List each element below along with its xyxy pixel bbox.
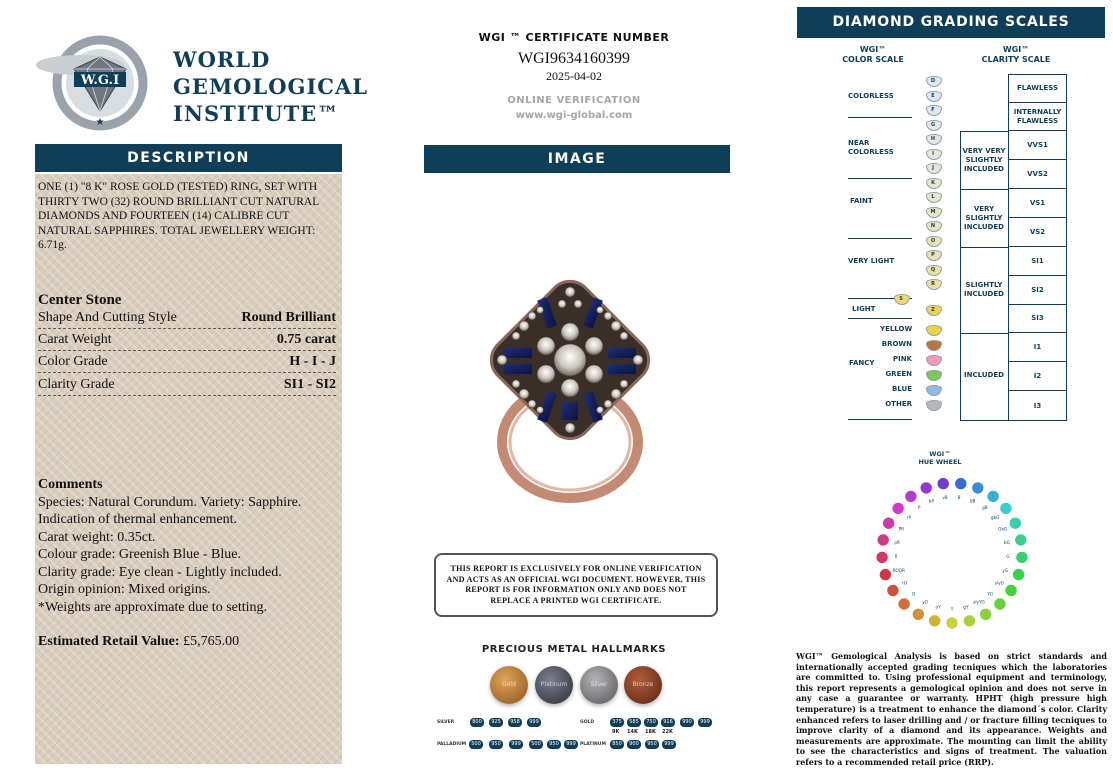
color-group-colorless: COLORLESS: [848, 92, 894, 100]
hue-swatch: [980, 608, 992, 620]
clarity-grade-cell: VVS2: [1008, 160, 1067, 189]
detail-row-clarity: [38, 375, 336, 396]
hallmark-badge: 999: [698, 718, 712, 727]
retail-value-line: [38, 633, 338, 651]
color-grade-letter: Q: [930, 266, 936, 273]
silver-medal-icon: Silver: [580, 666, 618, 704]
clarity-scale-title-line1: WGI™: [1002, 45, 1030, 54]
hue-code-label: oY: [935, 604, 941, 610]
gold-karat-label: 22K: [662, 729, 673, 735]
hue-swatch: [876, 551, 888, 563]
hallmarks-title: PRECIOUS METAL HALLMARKS: [481, 644, 667, 655]
hallmark-badge: 916: [661, 718, 675, 727]
fancy-color-label: YELLOW: [880, 325, 913, 333]
color-grade-gem-icon: [926, 163, 940, 172]
clarity-group-divider: [960, 189, 1008, 190]
fancy-color-gem-icon: [926, 340, 940, 349]
comment-line: Colour grade: Greenish Blue - Blue.: [38, 547, 241, 562]
clarity-grade-cell: SI1: [1008, 247, 1067, 276]
legal-disclaimer-text: WGI™ Gemological Analysis is based on strict standards and internationally accepted grading tecniques which the laboratories are committed to. Using professional equipment and terminology, this report represents a gemological opinion and does not serve in any case a guarantee or warranty. HPHT (high pressure high temperature) is a treatment to enhance the diamond´s color. Clarity enhanced refers to laser drilling and / or fracture filling tecniques to improve clarity of a diamond and its appearance. Weights and measurements are approximate. The mounting can limit the ability to see the characteristics and signs of treatment. The valuation refers to a recommended retail price (RRP).: [796, 651, 1107, 767]
hue-swatch: [879, 568, 891, 580]
hue-swatch: [972, 482, 984, 494]
logo-badge-text: W.G.I: [80, 73, 120, 88]
detail-value: Round Brilliant: [241, 310, 336, 325]
hallmark-badge: 999: [564, 740, 578, 749]
hallmark-badge: 950: [645, 740, 659, 749]
comment-line: Indication of thermal enhancement.: [38, 512, 238, 527]
color-grade-letter: E: [931, 92, 935, 99]
hue-code-label: yO: [922, 599, 928, 605]
hallmark-silver-label: SILVER: [437, 720, 455, 725]
certificate-number: WGI9634160399: [518, 50, 630, 67]
hue-swatch: [1000, 502, 1012, 514]
gold-karat-label: 18K: [645, 729, 656, 735]
hue-swatch: [955, 477, 967, 489]
hue-code-label: rP: [906, 514, 912, 520]
svg-text:★: ★: [95, 117, 105, 128]
color-grade-letter: N: [930, 223, 936, 229]
hue-wheel-title-line1: WGI™: [929, 450, 951, 458]
detail-value: H - I - J: [289, 354, 336, 369]
hue-code-label: slyG: [994, 580, 1004, 586]
hue-code-label: rO: [902, 580, 908, 586]
comments-block: [38, 476, 338, 651]
hallmark-badge: 500: [469, 740, 483, 749]
comment-line: Species: Natural Corundum. Variety: Sapphire.: [38, 494, 302, 510]
hue-swatch: [1009, 517, 1021, 529]
color-grade-letter: Z: [931, 307, 935, 313]
clarity-group-included: INCLUDED: [964, 371, 1004, 379]
color-grade-letter: D: [930, 78, 936, 84]
description-header: DESCRIPTION: [35, 144, 342, 172]
hue-swatch: [920, 482, 932, 494]
clarity-grade-cell: I2: [1008, 362, 1067, 391]
detail-row-color: [38, 352, 336, 373]
hue-swatch: [937, 477, 949, 489]
clarity-grade-cell: VS2: [1008, 218, 1067, 247]
color-grade-letter: O: [930, 237, 936, 244]
hallmark-badge: 990: [680, 718, 694, 727]
gem-shape: [926, 325, 942, 336]
wgi-globe-logo-icon: [30, 35, 170, 131]
hue-wheel: [862, 465, 1042, 635]
color-grade-letter: P: [931, 252, 935, 258]
color-group-divider: [848, 238, 912, 239]
hue-swatch: [912, 608, 924, 620]
color-group-near-colorless: NEAR COLORLESS: [848, 139, 894, 156]
color-grade-letter: J: [932, 165, 934, 171]
clarity-grade-cell: SI3: [1008, 305, 1067, 333]
gold-karat-label: 9K: [612, 729, 620, 735]
hue-swatch: [883, 517, 895, 529]
color-grade-gem-icon: [926, 236, 940, 245]
color-grade-gem-icon: [926, 279, 940, 288]
color-grade-gem-icon: [926, 192, 940, 201]
color-group-divider: [848, 419, 912, 420]
platinum-medal-icon: Platinum: [535, 666, 573, 704]
clarity-grade-cell: I3: [1033, 401, 1042, 410]
clarity-group-divider: [960, 247, 1008, 248]
hallmark-badge: 585: [627, 718, 641, 727]
color-grade-gem-icon: [926, 76, 940, 85]
clarity-group-vs: VERY SLIGHTLY INCLUDED: [964, 205, 1004, 231]
hue-code-label: YG: [987, 591, 994, 597]
hue-code-label: vB: [942, 494, 948, 500]
hue-code-label: bB: [969, 498, 976, 504]
clarity-grade-cell: VVS1: [1008, 131, 1067, 160]
comment-line: Clarity grade: Eye clean - Lightly included.: [38, 564, 282, 580]
color-grade-gem-icon: [926, 134, 940, 143]
comment-line: *Weights are approximate due to setting.: [38, 599, 268, 615]
hue-code-label: yG: [1002, 567, 1009, 573]
clarity-grade-cell: FLAWLESS: [1008, 74, 1067, 103]
color-grade-letter: F: [931, 107, 935, 113]
hue-code-label: bP: [928, 498, 934, 504]
detail-label: Carat Weight: [38, 332, 112, 347]
hue-code-label: Y: [950, 606, 954, 612]
fancy-color-label: BROWN: [881, 340, 912, 348]
color-group-very-light: VERY LIGHT: [848, 257, 895, 265]
color-group-divider: [848, 318, 912, 319]
logo-title-line2: GEMOLOGICAL: [173, 74, 369, 99]
hue-code-label: bG: [1004, 540, 1010, 545]
hue-swatch: [1016, 551, 1028, 563]
hue-swatch: [1012, 568, 1024, 580]
detail-value: 0.75 carat: [276, 332, 336, 347]
gem-shape: [926, 385, 942, 396]
hue-code-label: B: [957, 494, 961, 500]
certificate-number-label: WGI ™ CERTIFICATE NUMBER: [478, 31, 670, 44]
logo-title-line3: INSTITUTE™: [173, 101, 340, 126]
hue-code-label: pR: [894, 540, 900, 545]
diamond-grading-scales-header: DIAMOND GRADING SCALES: [797, 7, 1105, 38]
comments-title: Comments: [38, 477, 103, 492]
color-grade-gem-icon: [926, 305, 940, 314]
retail-value: £5,765.00: [183, 634, 240, 649]
color-grade-gem-icon: [926, 149, 940, 158]
fancy-color-gem-icon: [926, 355, 940, 364]
description-text: ONE (1) "8 K" ROSE GOLD (TESTED) RING, SET WITH THIRTY TWO (32) ROUND BRILLIANT CUT NATURAL DIAMONDS AND FOURTEEN (14) CALIBRE CUT NATURAL SAPPHIRES. TOTAL JEWELLERY WEIGHT: 6.71g.: [38, 181, 319, 251]
color-group-light: LIGHT: [852, 305, 876, 313]
hue-code-label: G: [1006, 554, 1010, 559]
hallmark-palladium-label: PALLADIUM: [437, 742, 467, 747]
color-grade-letter: K: [931, 179, 935, 186]
hallmark-badge: 925: [489, 718, 503, 727]
hallmark-platinum-label: PLATINUM: [580, 742, 606, 747]
color-scale-title: [838, 45, 908, 65]
hue-code-label: gbG: [990, 514, 1000, 520]
online-verification-label: ONLINE VERIFICATION: [507, 95, 641, 106]
hue-swatch: [905, 490, 917, 502]
color-grade-gem-icon: [926, 207, 940, 216]
hue-swatch: [928, 615, 940, 627]
clarity-grade-cell: SI2: [1008, 276, 1067, 305]
gem-shape: [926, 355, 942, 366]
fancy-color-label: PINK: [892, 355, 912, 363]
hallmark-badge: 500: [529, 740, 543, 749]
clarity-group-si: SLIGHTLY INCLUDED: [964, 281, 1004, 298]
detail-label: Shape And Cutting Style: [38, 310, 177, 325]
bronze-medal-icon: Bronze: [624, 666, 662, 704]
logo-title-line1: WORLD: [173, 47, 271, 72]
color-group-divider: [848, 117, 912, 118]
center-stone-title: Center Stone: [38, 292, 122, 308]
color-grade-letter: M: [930, 208, 936, 215]
hallmark-badge: 750: [644, 718, 658, 727]
comment-line: Carat weight: 0.35ct.: [38, 529, 156, 545]
color-grade-gem-icon: [926, 105, 940, 114]
fancy-color-label: BLUE: [891, 385, 912, 393]
hue-code-label: R: [894, 554, 898, 559]
hallmark-badge: 958: [508, 718, 522, 727]
color-grade-letter: I: [932, 150, 934, 157]
color-grade-gem-icon: [926, 120, 940, 129]
hue-code-label: gY: [963, 604, 969, 610]
fancy-color-gem-icon: [926, 400, 940, 409]
disclaimer-box: THIS REPORT IS EXCLUSIVELY FOR ONLINE VERIFICATION AND ACTS AS AN OFFICIAL WGI DOCUMENT. HOWEVER, THIS REPORT IS FOR INFORMATION ONLY AND DOES NOT REPLACE A PRINTED WGI CERTIFICATE.: [434, 553, 718, 617]
hue-code-label: gB: [982, 505, 988, 511]
color-group-faint: FAINT: [850, 197, 873, 205]
hue-swatch: [987, 490, 999, 502]
clarity-scale-title-line2: CLARITY SCALE: [981, 55, 1051, 64]
hue-code-label: PR: [898, 526, 905, 532]
color-scale-title-line1: WGI™: [859, 45, 887, 54]
gem-shape: [926, 400, 942, 411]
hallmark-badge: 999: [662, 740, 676, 749]
hue-swatch: [877, 534, 889, 546]
hallmark-badge: 999: [509, 740, 523, 749]
hue-swatch: [963, 615, 975, 627]
image-header: IMAGE: [424, 145, 730, 173]
clarity-group-vvs: VERY VERY SLIGHTLY INCLUDED: [962, 147, 1006, 173]
hallmark-badge: 900: [627, 740, 641, 749]
hue-code-label: O: [912, 591, 916, 597]
hue-wheel-title-line2: HUE WHEEL: [918, 458, 962, 466]
color-group-divider: [848, 178, 912, 179]
hallmark-badge: 375: [610, 718, 624, 727]
hallmark-badge: 950: [547, 740, 561, 749]
fancy-color-label: GREEN: [885, 370, 912, 378]
color-group-fancy: FANCY: [849, 359, 875, 367]
hue-swatch: [1015, 534, 1027, 546]
detail-value: SI1 - SI2: [283, 377, 336, 392]
hallmark-badge: 950: [489, 740, 503, 749]
color-grade-letter: S: [899, 295, 903, 302]
clarity-group-divider: [960, 333, 1008, 334]
color-grade-letter: R: [931, 281, 935, 287]
color-grade-letter: G: [930, 121, 936, 128]
fancy-color-gem-icon: [926, 370, 940, 379]
color-grade-gem-icon: [926, 221, 940, 230]
hue-swatch: [994, 598, 1006, 610]
color-grade-gem-icon: [894, 294, 908, 303]
hue-code-label: GbG: [998, 526, 1008, 532]
clarity-grade-cell: INTERNALLY FLAWLESS: [1008, 103, 1067, 131]
color-grade-letter: L: [931, 194, 935, 200]
hallmark-badge: 800: [470, 718, 484, 727]
hue-swatch: [946, 617, 958, 629]
hue-swatch: [892, 502, 904, 514]
gem-shape: [926, 370, 942, 381]
hallmark-badge: 999: [527, 718, 541, 727]
hue-code-label: P: [917, 505, 921, 511]
detail-row-shape: [38, 308, 336, 329]
retail-label: Estimated Retail Value:: [38, 634, 180, 649]
hue-wheel-title: [900, 450, 980, 466]
hue-code-label: slyYG: [973, 599, 985, 605]
detail-label: Clarity Grade: [38, 377, 115, 392]
detail-row-carat: [38, 330, 336, 351]
hue-swatch: [1005, 584, 1017, 596]
certificate-date: 2025-04-02: [546, 69, 602, 83]
clarity-grade-cell: VS1: [1008, 189, 1067, 218]
color-scale-title-line2: COLOR SCALE: [842, 55, 904, 64]
fancy-color-gem-icon: [926, 325, 940, 334]
hue-swatch: [898, 598, 910, 610]
gem-shape: [926, 340, 942, 351]
hue-code-label: ROOR: [892, 567, 905, 573]
color-grade-gem-icon: [926, 250, 940, 259]
color-grade-gem-icon: [926, 265, 940, 274]
fancy-color-gem-icon: [926, 385, 940, 394]
clarity-grade-cell: I1: [1008, 333, 1067, 362]
color-grade-gem-icon: [926, 178, 940, 187]
color-grade-gem-icon: [926, 91, 940, 100]
gold-karat-label: 14K: [627, 729, 638, 735]
verification-url-link[interactable]: www.wgi-global.com: [515, 110, 633, 121]
color-grade-letter: H: [930, 136, 936, 142]
description-panel: [35, 174, 342, 764]
hue-swatch: [887, 584, 899, 596]
comment-line: Origin opinion: Mixed origins.: [38, 582, 211, 597]
hallmark-badge: 850: [610, 740, 624, 749]
ring-image: [462, 270, 682, 510]
clarity-scale-title: [970, 45, 1062, 65]
gold-medal-icon: Gold: [490, 666, 528, 704]
hallmark-gold-label: GOLD: [580, 720, 595, 725]
detail-label: Color Grade: [38, 354, 108, 369]
fancy-color-label: OTHER: [885, 400, 912, 408]
wgi-logo: [30, 35, 369, 135]
